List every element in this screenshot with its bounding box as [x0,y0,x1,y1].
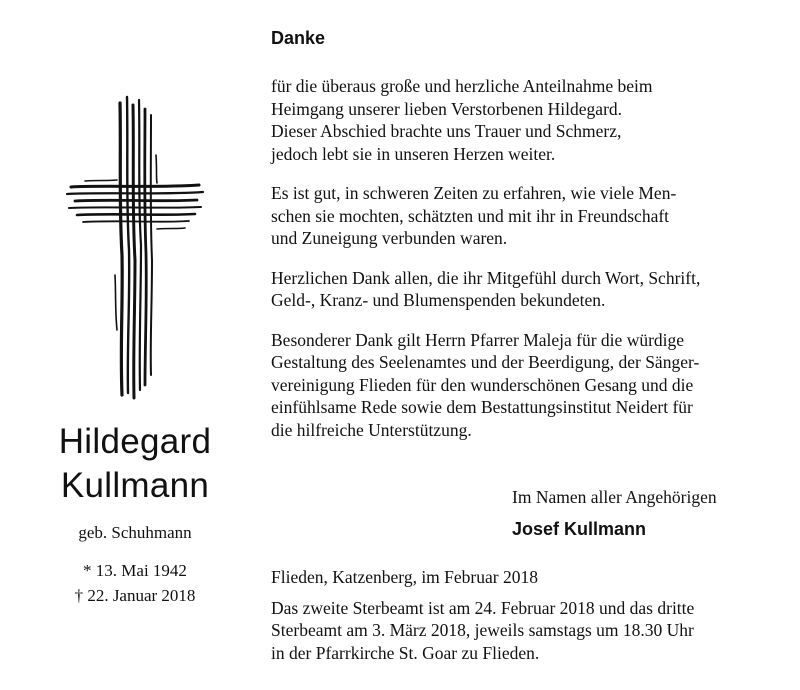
maiden-name: geb. Schuhmann [78,523,192,542]
paragraph [271,329,781,442]
text-line: Es ist gut, in schweren Zeiten zu erfahren, wie viele Men- [271,183,677,203]
thanks-text [271,27,781,458]
footer [271,566,781,664]
deceased-first-name: Hildegard [58,422,212,461]
text-line: Das zweite Sterbeamt ist am 24. Februar 2018 und das dritte [271,597,695,618]
paragraph [271,267,781,312]
deceased-last-name: Kullmann [60,466,210,505]
text-line: jedoch lebt sie in unseren Herzen weiter. [271,143,556,164]
birth-date: * 13. Mai 1942 [83,561,187,580]
text-line: vereinigung Flieden für den wunderschönen Gesang und die [271,374,694,395]
text-line: Sterbeamt am 3. März 2018, jeweils samstags um 18.30 Uhr [271,620,694,640]
text-line: Besonderer Dank gilt Herrn Pfarrer Maleja für die würdige [271,329,685,350]
heading: Danke [271,28,326,48]
paragraph [271,75,781,165]
text-line: schen sie mochten, schätzten und mit ihr in Freundschaft [271,205,670,226]
place-date: Flieden, Katzenberg, im Februar 2018 [271,567,538,587]
paragraph [271,182,781,250]
text-line: und Zuneigung verbunden waren. [271,228,508,248]
cross-icon [65,95,205,400]
death-date: † 22. Januar 2018 [74,586,196,605]
life-dates [30,558,240,608]
text-line: für die überaus große und herzliche Anteilnahme beim [271,76,653,96]
deceased-info [30,420,240,608]
text-line: in der Pfarrkirche St. Goar zu Flieden. [271,642,540,663]
text-line: Herzlichen Dank allen, die ihr Mitgefühl durch Wort, Schrift, [271,267,701,288]
signature-name: Josef Kullmann [512,519,647,539]
text-line: Gestaltung des Seelenamtes und der Beerdigung, der Sänger- [271,352,700,372]
signature [512,486,782,540]
text-line: Heimgang unserer lieben Verstorbenen Hildegard. [271,98,623,119]
signature-intro: Im Namen aller Angehörigen [512,487,717,507]
text-line: Geld-, Kranz- und Blumenspenden bekundeten. [271,290,606,310]
service-note [271,597,781,665]
text-line: die hilfreiche Unterstützung. [271,419,472,440]
text-line: Dieser Abschied brachte uns Trauer und Schmerz, [271,121,622,141]
text-line: einfühlsame Rede sowie dem Bestattungsinstitut Neidert für [271,397,693,417]
